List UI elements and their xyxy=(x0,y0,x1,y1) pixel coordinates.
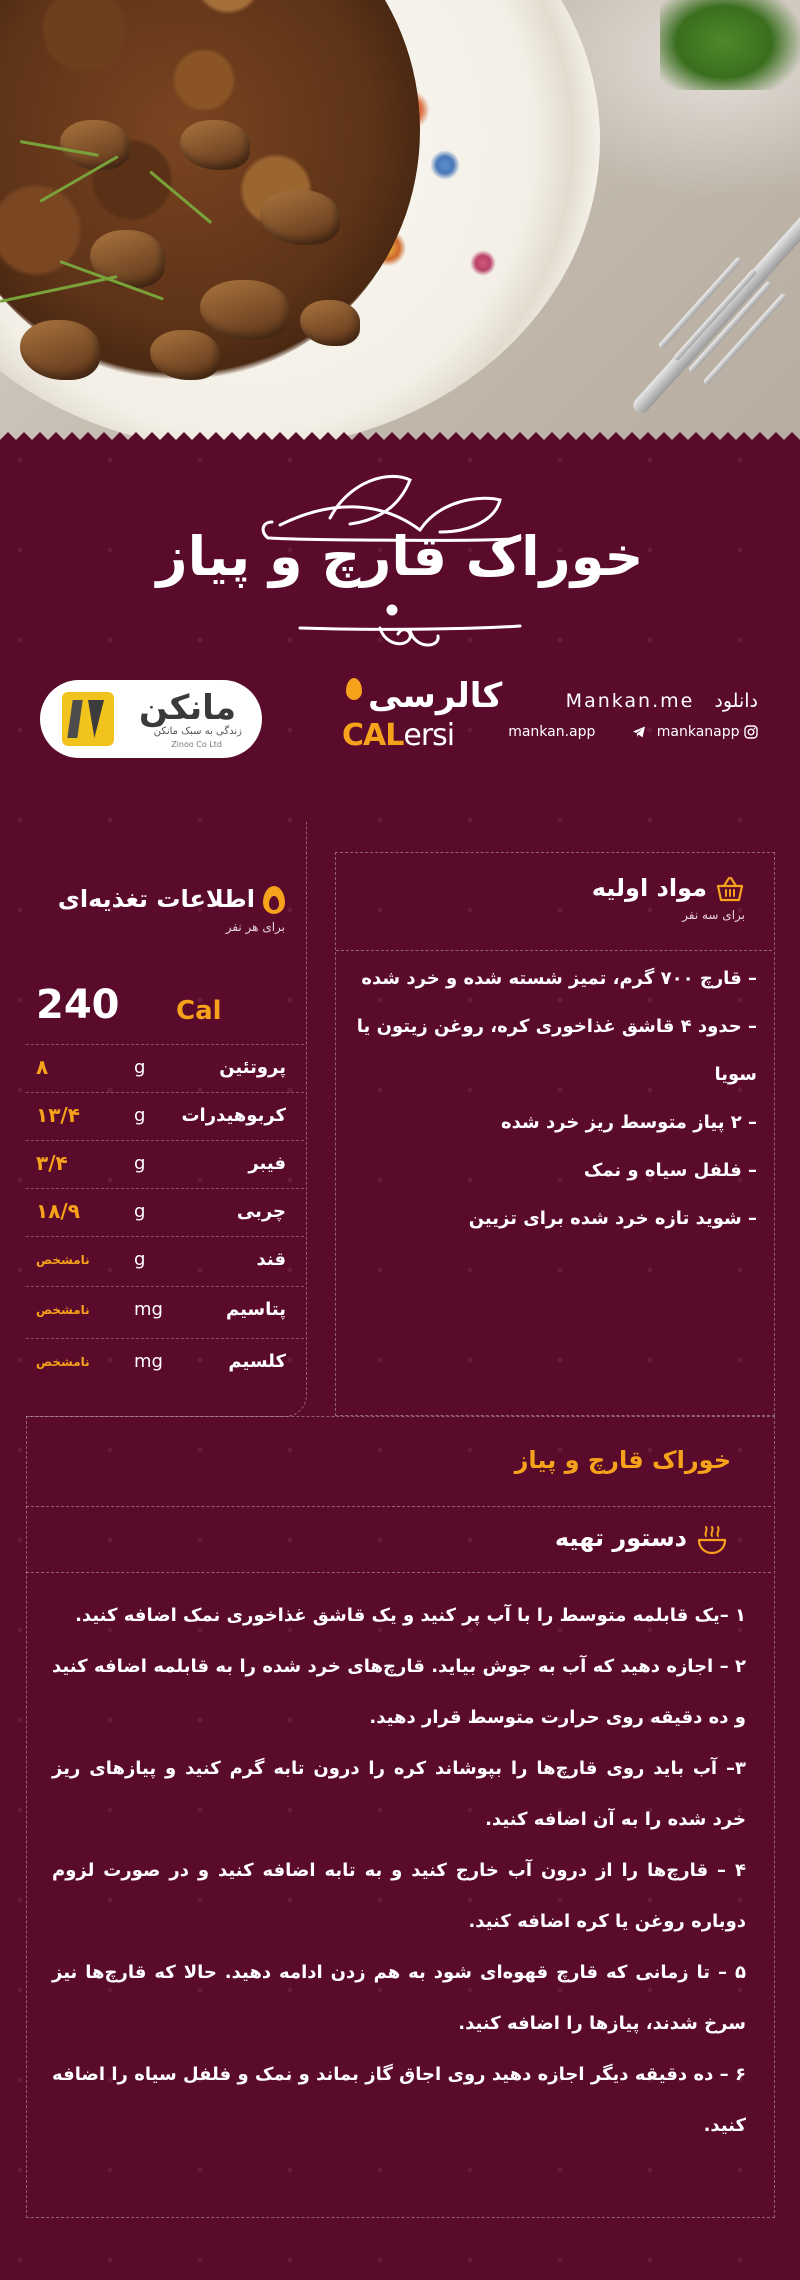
mankan-company: Zinoo Co Ltd xyxy=(171,740,222,749)
hero-food-photo xyxy=(0,0,800,440)
flame-icon xyxy=(263,886,285,914)
list-item: – قارچ ۷۰۰ گرم، تمیز شسته شده و خرد شده xyxy=(361,968,757,989)
ingredients-header xyxy=(385,874,745,922)
preparation-steps xyxy=(52,1590,746,2151)
nutrient-value: نامشخص xyxy=(36,1355,90,1369)
nutrition-row xyxy=(26,1092,304,1141)
download-label: دانلود xyxy=(714,690,758,712)
nutrient-unit: g xyxy=(134,1057,146,1078)
nutrition-per: برای هر نفر xyxy=(225,920,285,934)
nutrition-row xyxy=(26,1286,304,1335)
list-item: ۲ – اجازه دهید که آب به جوش بیاید. قارچ‌های خرد شده را به قابلمه اضافه کنید و ده دقیقه روی حرارت متوسط قرار دهید. xyxy=(52,1656,746,1728)
ingredients-heading: مواد اولیه xyxy=(591,874,707,902)
nutrition-row xyxy=(26,1338,304,1387)
social-row xyxy=(508,724,758,740)
preparation-heading: دستور تهیه xyxy=(554,1524,687,1552)
download-row xyxy=(508,690,758,712)
ingredients-list xyxy=(352,955,757,1243)
calorie-unit: Cal xyxy=(176,996,222,1026)
plate-flower xyxy=(430,150,460,180)
nutrition-row xyxy=(26,1044,304,1093)
recipe-title: خوراک قارچ و پیاز xyxy=(156,525,644,588)
list-item: – شوید تازه خرد شده برای تزیین xyxy=(468,1208,757,1229)
calorie-value: 240 xyxy=(36,982,120,1028)
calersi-en-bold: CAL xyxy=(342,718,404,753)
mankan-brand-name: مانکن xyxy=(139,688,236,728)
nutrient-name: کلسیم xyxy=(228,1351,286,1372)
steaming-bowl-icon xyxy=(695,1522,729,1556)
nutrient-name: پتاسیم xyxy=(225,1299,286,1320)
nutrient-unit: g xyxy=(134,1201,146,1222)
telegram-handle[interactable]: mankanapp xyxy=(656,724,740,740)
nutrition-heading: اطلاعات تغذیه‌ای xyxy=(57,885,255,913)
calersi-fa-name: کالرسی xyxy=(368,676,503,716)
instagram-icon xyxy=(744,725,758,739)
basket-icon xyxy=(715,876,745,902)
preparation-header xyxy=(26,1506,771,1573)
nutrient-name: قند xyxy=(256,1249,286,1270)
list-item: ۱ –یک قابلمه متوسط را با آب پر کنید و یک قاشق غذاخوری نمک اضافه کنید. xyxy=(75,1605,746,1626)
nutrient-value: ۳/۴ xyxy=(36,1151,68,1175)
calersi-logo xyxy=(338,676,503,758)
ingredients-serves: برای سه نفر xyxy=(682,908,745,922)
nutrient-unit: mg xyxy=(134,1351,163,1372)
nutrient-unit: mg xyxy=(134,1299,163,1320)
nutrient-name: فیبر xyxy=(248,1153,286,1174)
flame-icon xyxy=(346,678,362,700)
list-item: – حدود ۴ قاشق غذاخوری کره، روغن زیتون یا سویا xyxy=(356,1016,757,1085)
nutrient-value: نامشخص xyxy=(36,1253,90,1267)
nutrient-value: ۸ xyxy=(36,1055,49,1079)
recipe-subtitle: خوراک قارچ و پیاز xyxy=(514,1446,731,1474)
mankan-logo-badge xyxy=(40,680,262,758)
divider xyxy=(336,950,772,951)
nutrition-row xyxy=(26,1188,304,1237)
download-block xyxy=(508,690,758,740)
list-item: ۵ – تا زمانی که قارچ قهوه‌ای شود به هم زدن ادامه دهید. حالا که قارچ‌ها نیز سرخ شدند، پیازها را اضافه کنید. xyxy=(52,1962,746,2034)
nutrient-name: چربی xyxy=(236,1201,286,1222)
nutrient-value: نامشخص xyxy=(36,1303,90,1317)
list-item: – فلفل سیاه و نمک xyxy=(583,1160,757,1181)
nutrition-row xyxy=(26,1140,304,1189)
nutrient-unit: g xyxy=(134,1249,146,1270)
list-item: ۳– آب باید روی قارچ‌ها را بپوشاند کره را درون تابه گرم کنید و پیازهای ریز خرد شده را به آن اضافه کنید. xyxy=(52,1758,746,1830)
mankan-tagline: زندگی به سبک مانکن xyxy=(153,726,242,737)
mankan-logo-icon xyxy=(62,692,114,746)
download-site[interactable]: Mankan.me xyxy=(565,690,695,712)
nutrient-value: ۱۸/۹ xyxy=(36,1199,80,1223)
recipe-subtitle-bar xyxy=(26,1416,771,1507)
nutrient-value: ۱۳/۴ xyxy=(36,1103,80,1127)
plate-flower xyxy=(470,250,496,276)
nutrient-unit: g xyxy=(134,1153,146,1174)
list-item: – ۲ پیاز متوسط ریز خرد شده xyxy=(500,1112,757,1133)
zigzag-edge xyxy=(0,418,800,458)
herb-garnish xyxy=(660,0,800,90)
nutrient-unit: g xyxy=(134,1105,146,1126)
list-item: ۴ – قارچ‌ها را از درون آب خارج کنید و به تابه اضافه کنید و در صورت لزوم دوباره روغن یا کره اضافه کنید. xyxy=(52,1860,746,1932)
nutrition-row xyxy=(26,1236,304,1285)
nutrition-header xyxy=(35,885,285,934)
list-item: ۶ – ده دقیقه دیگر اجازه دهید روی اجاق گاز بماند و نمک و فلفل سیاه را اضافه کنید. xyxy=(52,2064,746,2136)
calersi-en-rest: ersi xyxy=(403,718,455,753)
instagram-handle[interactable]: mankan.app xyxy=(508,724,596,740)
nutrient-name: کربوهیدرات xyxy=(181,1105,286,1126)
calersi-en-name xyxy=(342,718,454,753)
telegram-icon xyxy=(632,725,646,739)
nutrient-name: پروتئین xyxy=(219,1057,286,1078)
